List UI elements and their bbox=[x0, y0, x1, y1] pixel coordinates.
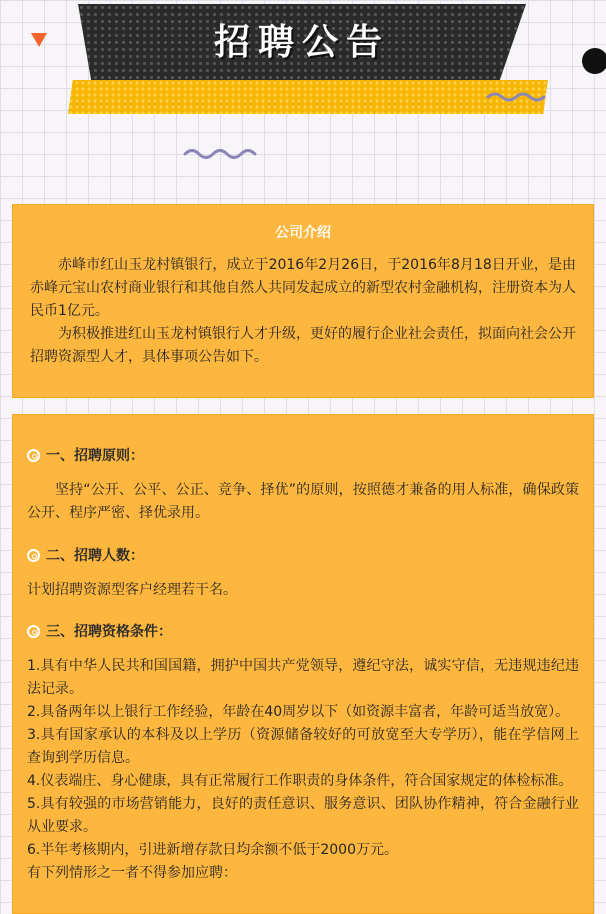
intro-title: 公司介绍 bbox=[275, 225, 331, 241]
circle-decoration bbox=[582, 48, 606, 74]
conditions-list bbox=[27, 655, 579, 885]
intro-card bbox=[12, 204, 594, 398]
section-title: 一、招聘原则： bbox=[46, 448, 144, 464]
circle-bullet-icon bbox=[27, 549, 40, 562]
section-title: 三、招聘资格条件： bbox=[46, 624, 172, 640]
page-title: 招聘公告 bbox=[213, 22, 390, 63]
circle-bullet-icon bbox=[27, 625, 40, 638]
list-item: 有下列情形之一者不得参加应聘： bbox=[27, 865, 237, 881]
list-item: 6.半年考核期内，引进新增存款日均余额不低于2000万元。 bbox=[27, 842, 398, 858]
section-heading-count bbox=[27, 545, 144, 565]
circle-bullet-icon bbox=[27, 449, 40, 462]
list-item: 1.具有中华人民共和国国籍，拥护中国共产党领导，遵纪守法，诚实守信，无违规违纪违法记录。 bbox=[27, 658, 579, 697]
intro-paragraph: 赤峰市红山玉龙村镇银行，成立于2016年2月26日，于2016年8月18日开业，是由赤峰元宝山农村商业银行和其他自然人共同发起成立的新型农村金融机构，注册资本为人民币1亿元。 bbox=[30, 257, 576, 319]
section-title: 二、招聘人数： bbox=[46, 548, 144, 564]
list-item: 4.仪表端庄、身心健康，具有正常履行工作职责的身体条件，符合国家规定的体检标准。 bbox=[27, 773, 573, 789]
wave-decoration bbox=[183, 146, 261, 162]
list-item: 2.具备两年以上银行工作经验，年龄在40周岁以下（如资源丰富者，年龄可适当放宽）。 bbox=[27, 704, 570, 720]
section-heading-conditions bbox=[27, 621, 172, 641]
principle-text: 坚持“公开、公平、公正、竞争、择优”的原则，按照德才兼备的用人标准，确保政策公开、程序严密、择优录用。 bbox=[27, 482, 579, 521]
list-item: 5.具有较强的市场营销能力，良好的责任意识、服务意识、团队协作精神，符合金融行业从业要求。 bbox=[27, 796, 579, 835]
recruitment-details-card bbox=[12, 414, 594, 914]
count-text: 计划招聘资源型客户经理若干名。 bbox=[27, 582, 237, 598]
intro-paragraph: 为积极推进红山玉龙村镇银行人才升级，更好的履行企业社会责任，拟面向社会公开招聘资源型人才，具体事项公告如下。 bbox=[30, 326, 576, 365]
list-item: 3.具有国家承认的本科及以上学历（资源储备较好的可放宽至大专学历），能在学信网上查询到学历信息。 bbox=[27, 727, 579, 766]
header-stripe bbox=[68, 80, 548, 114]
triangle-decoration bbox=[31, 33, 47, 47]
wave-decoration bbox=[486, 90, 548, 104]
section-heading-principle bbox=[27, 445, 144, 465]
